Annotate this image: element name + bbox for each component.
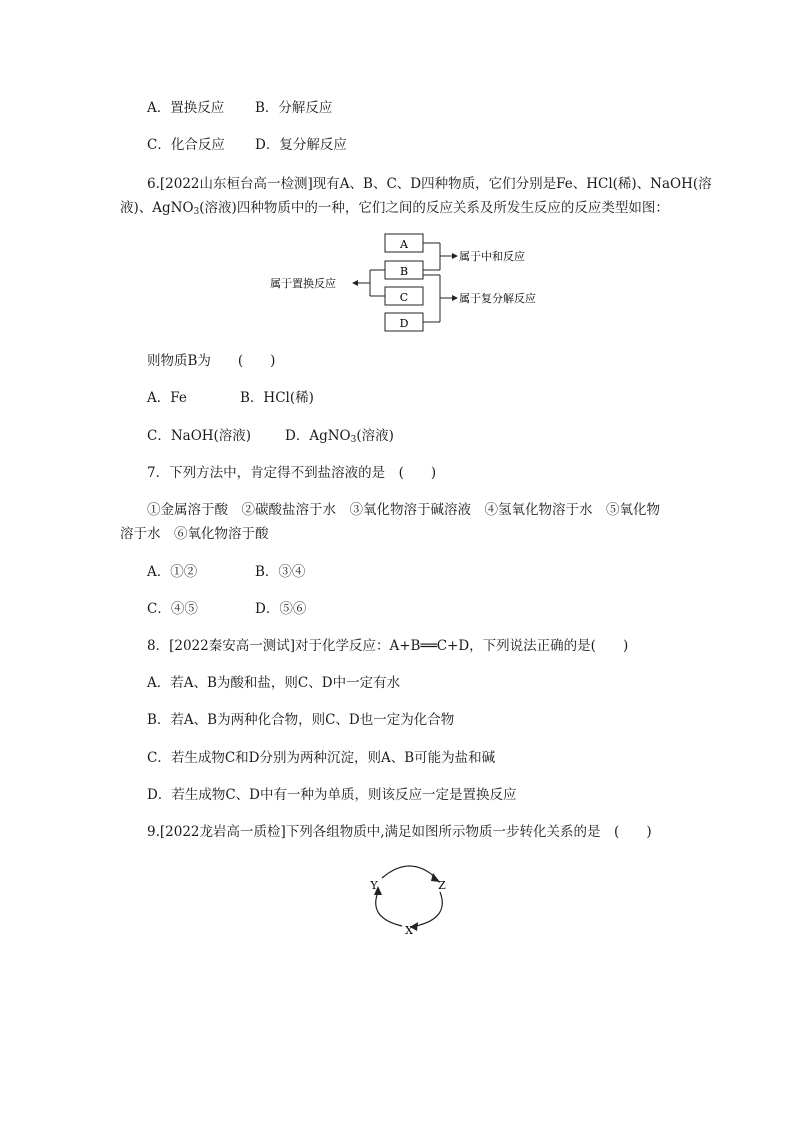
node-z: Z [438, 879, 446, 892]
q7-items-line2: 溶于水 ⑥氧化物溶于酸 [120, 526, 269, 542]
q5-option-a: A．置换反应 [147, 100, 225, 116]
label-displacement: 属于置换反应 [270, 277, 336, 290]
q7-option-b: B．③④ [255, 564, 306, 580]
arc-y-to-z [382, 866, 436, 878]
q7-options-row2 [147, 599, 306, 619]
q6-stem-line2: 液)、AgNO$_3$(溶液)四种物质中的一种，它们之间的反应关系及所发生反应的反应类型如图： [120, 200, 669, 217]
q6-stem-line1: 6.[2022山东桓台高一检测]现有A、B、C、D四种物质，它们分别是Fe、HCl(稀)、NaOH(溶 [147, 176, 712, 192]
q6-options-row2 [147, 426, 394, 450]
q6-options-row1 [147, 388, 314, 408]
q5-options-row1 [147, 98, 332, 118]
q6-option-c: C．NaOH(溶液) [147, 428, 252, 444]
arrow-head-icon [452, 253, 458, 259]
arc-z-to-x [416, 892, 442, 926]
q6-ask: 则物质B为 ( ) [147, 353, 276, 369]
q8-option-b: B．若A、B为两种化合物，则C、D也一定为化合物 [147, 712, 455, 728]
q7-items-line1: ①金属溶于酸 ②碳酸盐溶于水 ③氧化物溶于碱溶液 ④氢氧化物溶于水 ⑤氧化物 [147, 502, 660, 518]
q5-option-b: B．分解反应 [255, 100, 333, 116]
q6-option-b: B．HCl(稀) [240, 390, 314, 406]
q8-option-a: A．若A、B为酸和盐，则C、D中一定有水 [147, 675, 401, 691]
q7-option-c: C．④⑤ [147, 601, 198, 617]
q6-option-d: D．AgNO$_3$(溶液) [285, 428, 394, 445]
box-c-label: C [399, 291, 409, 304]
q8-option-c: C．若生成物C和D分别为两种沉淀，则A、B可能为盐和碱 [147, 750, 496, 766]
q8-stem: 8．[2022秦安高一测试]对于化学反应：A+B══C+D，下列说法正确的是( ) [147, 638, 629, 654]
q7-option-a: A．①② [147, 564, 198, 580]
arrow-head-icon [452, 295, 458, 301]
cycle-arcs [376, 866, 443, 926]
q9-stem: 9.[2022龙岩高一质检]下列各组物质中,满足如图所示物质一步转化关系的是 ( ) [147, 824, 652, 840]
box-b-label: B [399, 265, 409, 278]
neutralization-bracket [423, 243, 452, 270]
node-x: X [405, 924, 413, 937]
q6-reaction-diagram [260, 228, 580, 338]
q7-option-d: D．⑤⑥ [255, 601, 307, 617]
q5-option-d: D．复分解反应 [255, 137, 347, 153]
node-y: Y [370, 879, 378, 892]
arc-x-to-y [376, 892, 402, 926]
arrow-head-icon [352, 280, 358, 286]
box-a-label: A [400, 238, 408, 251]
q8-option-d: D．若生成物C、D中有一种为单质，则该反应一定是置换反应 [147, 787, 517, 803]
q7-stem: 7．下列方法中，肯定得不到盐溶液的是 ( ) [147, 465, 437, 481]
q5-option-c: C．化合反应 [147, 137, 225, 153]
q5-options-row2 [147, 135, 347, 155]
q7-options-row1 [147, 562, 305, 582]
label-neutralization: 属于中和反应 [459, 250, 525, 263]
double-decomposition-bracket [423, 275, 452, 322]
displacement-bracket [358, 270, 385, 296]
box-d-label: D [399, 317, 409, 330]
q6-option-a: A．Fe [147, 390, 187, 406]
q9-cycle-diagram [360, 860, 460, 940]
label-double-decomposition: 属于复分解反应 [459, 292, 536, 305]
